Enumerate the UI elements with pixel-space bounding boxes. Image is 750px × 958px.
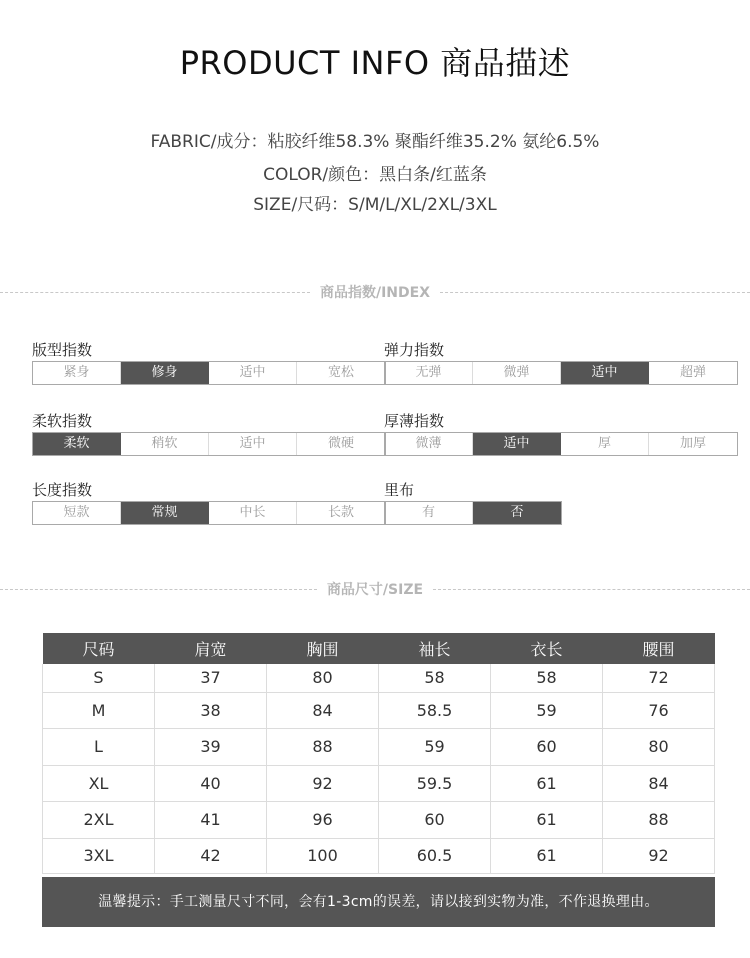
size-note: 温馨提示：手工测量尺寸不同，会有1-3cm的误差，请以接到实物为准，不作退换理由。 [42, 877, 715, 927]
table-row [43, 728, 715, 765]
table-cell: 58 [379, 664, 491, 692]
index-group-name: 版型指数 [32, 341, 93, 359]
size-table-header-cell: 衣长 [491, 633, 603, 664]
index-option: 有 [385, 502, 473, 524]
fabric-info: FABRIC/成分：粘胶纤维58.3% 聚酯纤维35.2% 氨纶6.5% [150, 132, 600, 152]
size-table-header [43, 633, 715, 664]
table-cell: 60 [379, 801, 491, 838]
page-title: PRODUCT INFO 商品描述 [179, 44, 571, 82]
table-cell: XL [43, 765, 155, 801]
table-cell: 37 [155, 664, 267, 692]
table-cell: 39 [155, 728, 267, 765]
size-table-header-cell: 尺码 [43, 633, 155, 664]
index-section-label: 商品指数/INDEX [319, 285, 431, 301]
index-group [384, 339, 738, 385]
table-cell: 40 [155, 765, 267, 801]
divider-line [0, 589, 317, 590]
table-row [43, 664, 715, 692]
index-option: 紧身 [33, 362, 121, 384]
table-cell: 92 [603, 838, 715, 873]
index-group [384, 410, 738, 456]
index-option-selected: 常规 [121, 502, 209, 524]
index-option: 超弹 [679, 365, 706, 380]
table-cell: 59.5 [379, 765, 491, 801]
table-cell: 3XL [43, 838, 155, 873]
table-cell: 60 [491, 728, 603, 765]
table-cell: 59 [379, 728, 491, 765]
divider-line [433, 589, 750, 590]
table-cell: L [43, 728, 155, 765]
index-group-name: 长度指数 [32, 481, 93, 499]
table-cell: 80 [603, 728, 715, 765]
index-scale [384, 501, 562, 525]
table-cell: 2XL [43, 801, 155, 838]
size-section-divider [0, 579, 750, 599]
index-option-selected: 柔软 [33, 433, 121, 455]
table-cell: 88 [603, 801, 715, 838]
table-cell: 84 [603, 765, 715, 801]
index-option: 加厚 [679, 436, 706, 451]
color-info: COLOR/颜色：黑白条/红蓝条 [263, 165, 487, 185]
index-option: 短款 [33, 502, 121, 524]
table-cell: S [43, 664, 155, 692]
index-option: 无弹 [385, 362, 473, 384]
table-cell: 61 [491, 838, 603, 873]
table-cell: 58.5 [379, 692, 491, 728]
index-group-name: 弹力指数 [384, 341, 445, 359]
table-row [43, 838, 715, 873]
index-option-selected: 适中 [561, 362, 649, 384]
index-group-name: 里布 [384, 481, 415, 499]
index-option: 长款 [327, 505, 354, 520]
table-row [43, 801, 715, 838]
table-cell: 72 [603, 664, 715, 692]
index-group [32, 479, 386, 525]
size-table-header-cell: 胸围 [267, 633, 379, 664]
index-group-name: 柔软指数 [32, 412, 93, 430]
index-option: 稍软 [121, 433, 209, 455]
index-scale [32, 501, 386, 525]
size-section-label: 商品尺寸/SIZE [326, 582, 424, 598]
table-cell: 61 [491, 765, 603, 801]
index-section-divider [0, 282, 750, 302]
table-cell: 58 [491, 664, 603, 692]
table-cell: 61 [491, 801, 603, 838]
index-scale [384, 361, 738, 385]
size-table-header-cell: 腰围 [603, 633, 715, 664]
table-cell: 84 [267, 692, 379, 728]
table-cell: 60.5 [379, 838, 491, 873]
table-cell: 80 [267, 664, 379, 692]
divider-line [0, 292, 310, 293]
index-group [32, 339, 386, 385]
index-option: 微硬 [327, 436, 354, 451]
index-scale [384, 432, 738, 456]
table-cell: 42 [155, 838, 267, 873]
index-option: 适中 [209, 433, 297, 455]
size-table [42, 633, 715, 874]
size-table-header-cell: 袖长 [379, 633, 491, 664]
index-option-selected: 否 [473, 502, 561, 524]
size-info: SIZE/尺码：S/M/L/XL/2XL/3XL [253, 195, 497, 215]
index-group [384, 479, 562, 525]
index-option: 微薄 [385, 433, 473, 455]
table-cell: 96 [267, 801, 379, 838]
index-option: 微弹 [473, 362, 561, 384]
table-cell: 88 [267, 728, 379, 765]
index-scale [32, 361, 386, 385]
size-table-body [43, 664, 715, 873]
table-row [43, 765, 715, 801]
index-option-selected: 修身 [121, 362, 209, 384]
index-scale [32, 432, 386, 456]
index-group-name: 厚薄指数 [384, 412, 445, 430]
table-cell: 92 [267, 765, 379, 801]
index-option: 厚 [561, 433, 649, 455]
table-cell: 38 [155, 692, 267, 728]
table-cell: 59 [491, 692, 603, 728]
index-group [32, 410, 386, 456]
table-row [43, 692, 715, 728]
index-option: 中长 [209, 502, 297, 524]
size-table-header-cell: 肩宽 [155, 633, 267, 664]
index-option: 宽松 [327, 365, 354, 380]
divider-line [440, 292, 750, 293]
table-cell: 76 [603, 692, 715, 728]
index-option-selected: 适中 [473, 433, 561, 455]
table-cell: 100 [267, 838, 379, 873]
table-cell: M [43, 692, 155, 728]
index-option: 适中 [209, 362, 297, 384]
table-cell: 41 [155, 801, 267, 838]
